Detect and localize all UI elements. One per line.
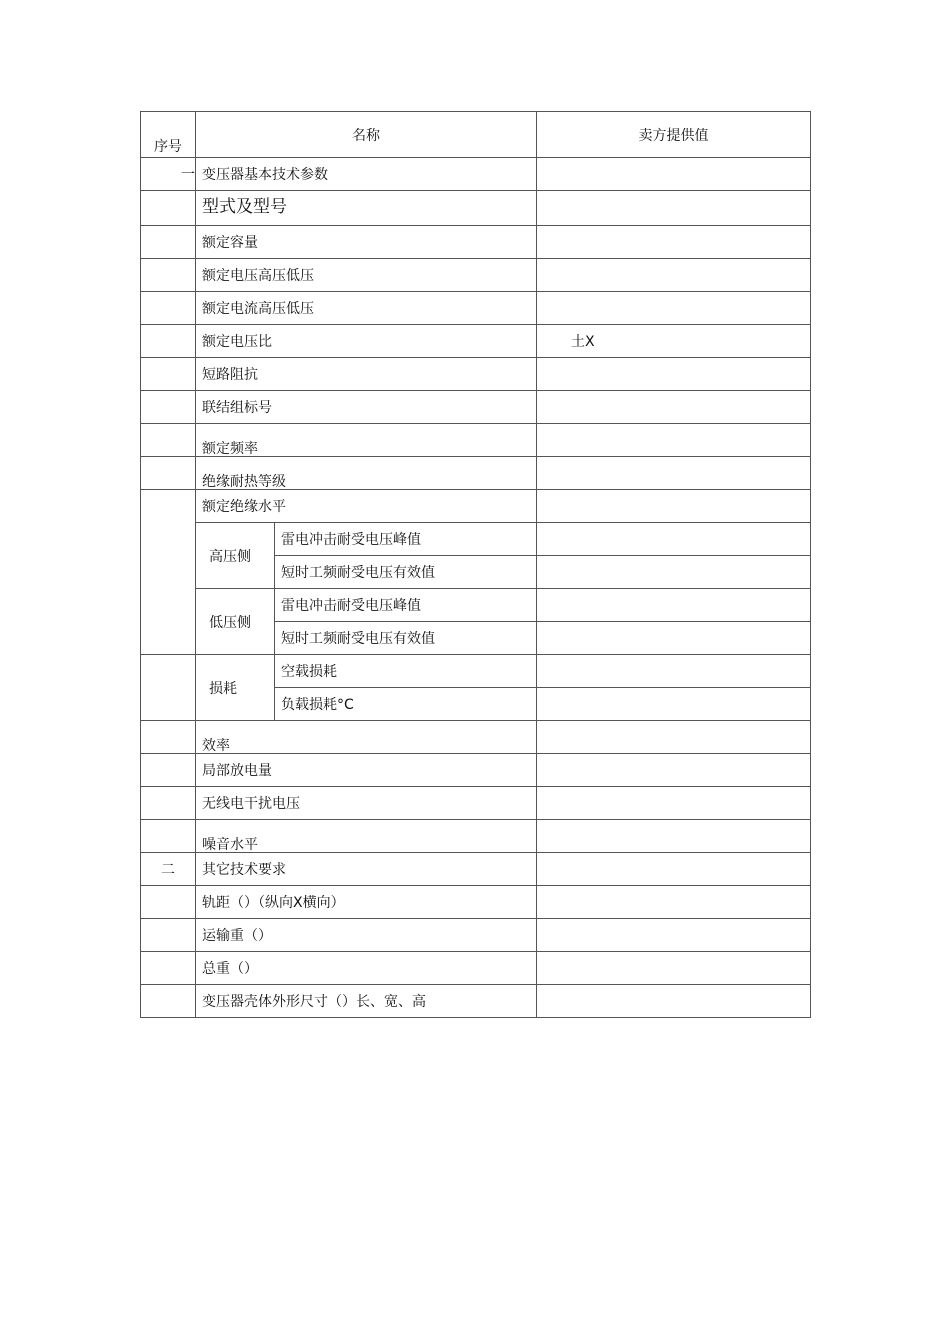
table-row (141, 721, 811, 754)
seq-cell (141, 391, 196, 424)
current-label: 额定电流高压低压 (196, 292, 537, 325)
seq-cell (141, 754, 196, 787)
seq-cell (141, 490, 196, 655)
hv-power-freq-label: 短时工频耐受电压有效值 (275, 556, 537, 589)
lv-lightning-label: 雷电冲击耐受电压峰值 (275, 589, 537, 622)
seq-cell (141, 191, 196, 226)
header-name: 名称 (196, 112, 537, 158)
table-row (141, 820, 811, 853)
header-seq-cell (141, 112, 196, 158)
table-row (141, 886, 811, 919)
seq-cell (141, 325, 196, 358)
impedance-label: 短路阻抗 (196, 358, 537, 391)
value-cell (537, 424, 811, 457)
seq-cell (141, 787, 196, 820)
value-cell (537, 158, 811, 191)
seq-cell (141, 985, 196, 1018)
header-value: 卖方提供值 (537, 112, 811, 158)
value-cell (537, 886, 811, 919)
seq-cell (141, 952, 196, 985)
value-cell (537, 556, 811, 589)
ratio-value: 土X (537, 325, 811, 358)
value-cell (537, 191, 811, 226)
table-row (141, 919, 811, 952)
model-label: 型式及型号 (196, 191, 537, 226)
table-row (141, 655, 811, 688)
header-row (141, 112, 811, 158)
voltage-label: 额定电压高压低压 (196, 259, 537, 292)
table-row (141, 325, 811, 358)
no-load-loss-label: 空载损耗 (275, 655, 537, 688)
value-cell (537, 787, 811, 820)
value-cell (537, 523, 811, 556)
table-row (141, 754, 811, 787)
transport-weight-label: 运输重（） (196, 919, 537, 952)
value-cell (537, 391, 811, 424)
radio-interference-label: 无线电干扰电压 (196, 787, 537, 820)
seq-cell (141, 919, 196, 952)
value-cell (537, 226, 811, 259)
header-seq: 序号 (154, 139, 182, 155)
value-cell (537, 622, 811, 655)
value-cell (537, 820, 811, 853)
value-cell (537, 688, 811, 721)
thermal-class-label: 绝缘耐热等级 (196, 457, 537, 490)
seq-cell (141, 292, 196, 325)
dimensions-label: 变压器壳体外形尺寸（）长、宽、高 (196, 985, 537, 1018)
table-row (141, 358, 811, 391)
section1-title: 变压器基本技术参数 (196, 158, 537, 191)
gauge-label: 轨距（）（纵向X横向） (196, 886, 537, 919)
value-cell (537, 853, 811, 886)
section2-seq: 二 (141, 853, 196, 886)
frequency-label: 额定频率 (196, 424, 537, 457)
value-cell (537, 919, 811, 952)
table-row (141, 490, 811, 523)
seq-cell (141, 820, 196, 853)
seq-cell (141, 655, 196, 721)
table-row (141, 424, 811, 457)
value-cell (537, 952, 811, 985)
seq-cell (141, 424, 196, 457)
value-cell (537, 655, 811, 688)
insulation-level-label: 额定绝缘水平 (196, 490, 537, 523)
seq-cell (141, 886, 196, 919)
hv-side-label: 高压侧 (196, 523, 275, 589)
table-row (141, 226, 811, 259)
value-cell (537, 721, 811, 754)
table-row (141, 952, 811, 985)
value-cell (537, 457, 811, 490)
table-row (141, 589, 811, 622)
capacity-label: 额定容量 (196, 226, 537, 259)
noise-label: 噪音水平 (196, 820, 537, 853)
value-cell (537, 259, 811, 292)
efficiency-label: 效率 (196, 721, 537, 754)
seq-cell (141, 226, 196, 259)
table-row (141, 853, 811, 886)
ratio-label: 额定电压比 (196, 325, 537, 358)
partial-discharge-label: 局部放电量 (196, 754, 537, 787)
table-row (141, 523, 811, 556)
table-row (141, 259, 811, 292)
table-row (141, 457, 811, 490)
loss-label: 损耗 (196, 655, 275, 721)
table-row (141, 391, 811, 424)
value-cell (537, 358, 811, 391)
seq-cell (141, 259, 196, 292)
value-cell (537, 754, 811, 787)
seq-cell (141, 721, 196, 754)
total-weight-label: 总重（） (196, 952, 537, 985)
lv-side-label: 低压侧 (196, 589, 275, 655)
table-row (141, 158, 811, 191)
value-cell (537, 292, 811, 325)
section2-title: 其它技术要求 (196, 853, 537, 886)
seq-cell (141, 457, 196, 490)
technical-parameters-table (140, 111, 811, 1018)
table-row (141, 191, 811, 226)
section1-seq: 一 (141, 158, 196, 191)
table-row (141, 787, 811, 820)
table-row (141, 985, 811, 1018)
hv-lightning-label: 雷电冲击耐受电压峰值 (275, 523, 537, 556)
lv-power-freq-label: 短时工频耐受电压有效值 (275, 622, 537, 655)
load-loss-label: 负载损耗°C (275, 688, 537, 721)
value-cell (537, 985, 811, 1018)
table-row (141, 292, 811, 325)
value-cell (537, 490, 811, 523)
seq-cell (141, 358, 196, 391)
value-cell (537, 589, 811, 622)
vector-group-label: 联结组标号 (196, 391, 537, 424)
